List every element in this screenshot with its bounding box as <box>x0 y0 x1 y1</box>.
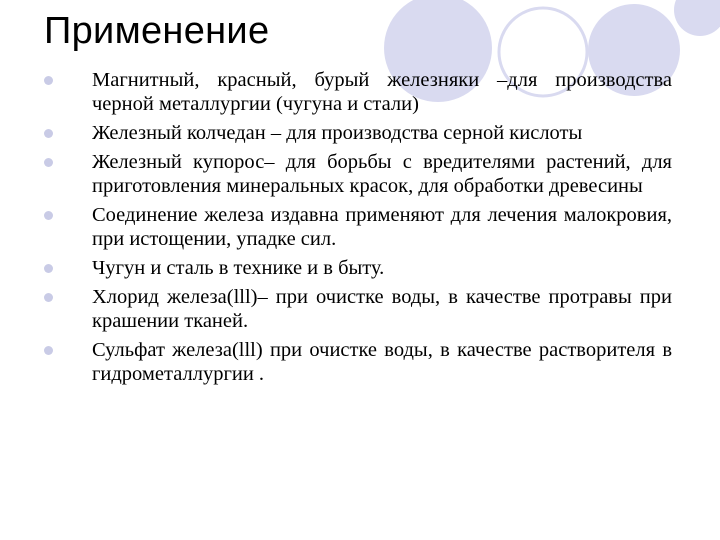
bullet-text: Соединение железа издавна применяют для лечения малокровия, при истощении, упадке сил. <box>92 204 672 250</box>
bullet-item <box>44 150 672 198</box>
bullet-text: Магнитный, красный, бурый железняки –для производства черной металлургии (чугуна и стали) <box>92 69 672 115</box>
bullet-text: Чугун и сталь в технике и в быту. <box>92 257 385 279</box>
bullet-list <box>44 68 672 391</box>
bullet-dot-icon <box>44 211 53 220</box>
bullet-item <box>44 338 672 386</box>
bullet-dot-icon <box>44 264 53 273</box>
bullet-text: Сульфат железа(lll) при очистке воды, в качестве растворителя в гидрометаллургии . <box>92 339 672 385</box>
bullet-dot-icon <box>44 158 53 167</box>
bullet-text: Железный купорос– для борьбы с вредителями растений, для приготовления минеральных красок, для обработки древесины <box>92 151 672 197</box>
decor-circle-filled <box>674 0 720 36</box>
bullet-text: Железный колчедан – для производства серной кислоты <box>92 122 583 144</box>
bullet-dot-icon <box>44 76 53 85</box>
bullet-item <box>44 121 672 145</box>
bullet-dot-icon <box>44 129 53 138</box>
bullet-dot-icon <box>44 293 53 302</box>
bullet-item <box>44 285 672 333</box>
bullet-text: Хлорид железа(lll)– при очистке воды, в качестве протравы при крашении тканей. <box>92 286 672 332</box>
bullet-item <box>44 68 672 116</box>
bullet-item <box>44 203 672 251</box>
slide-title: Применение <box>44 10 270 52</box>
bullet-dot-icon <box>44 346 53 355</box>
bullet-item <box>44 256 672 280</box>
